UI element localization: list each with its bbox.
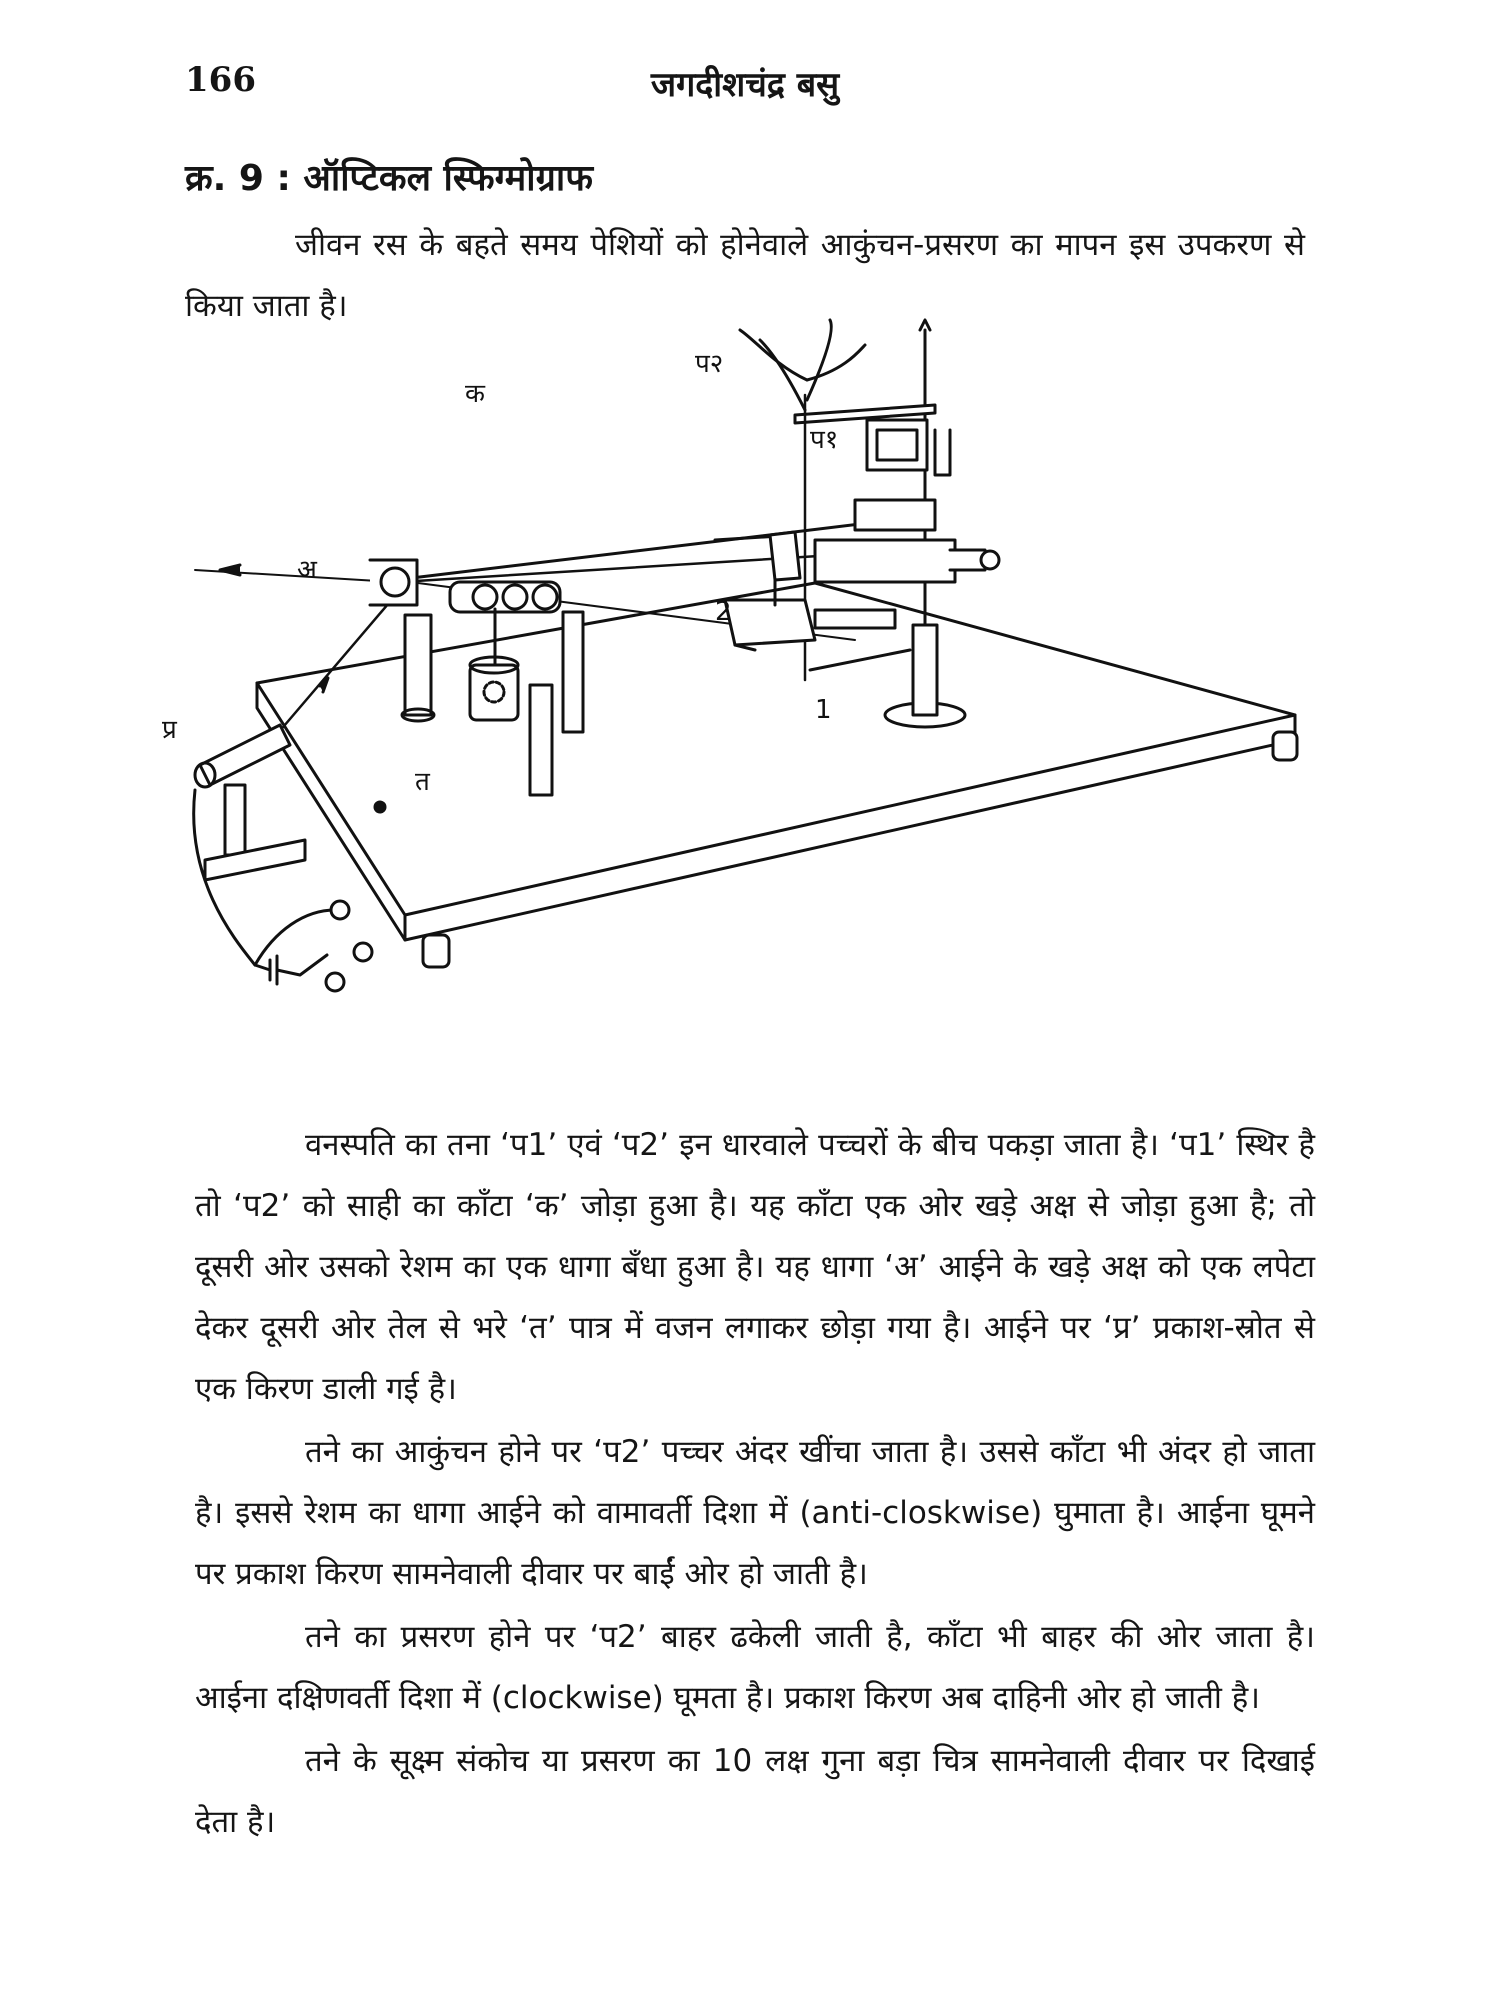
paragraph-1: वनस्पति का तना ‘प1’ एवं ‘प2’ इन धारवाले पच्चरों के बीच पकड़ा जाता है। ‘प1’ स्थिर है तो ‘प2’ को साही का काँटा ‘क’ जोड़ा हुआ है। यह काँटा एक ओर खड़े अक्ष से जोड़ा हुआ है; तो दूसरी ओर उसको रेशम का एक धागा बँधा हुआ है। यह धागा ‘अ’ आईने के खड़े अक्ष को एक लपेटा देकर दूसरी ओर तेल से भरे ‘त’ पात्र में वजन लगाकर छोड़ा गया है। आईने पर ‘प्र’ प्रकाश-स्रोत से एक किरण डाली गई है। [195,1127,1315,1407]
apparatus-figure [162,320,1315,1010]
label-ka: क [465,379,485,409]
label-ta: त [415,767,430,797]
apparatus-diagram [162,320,1315,1010]
label-a: अ [297,555,317,585]
section-title: क्र. 9 : ऑप्टिकल स्फिग्मोग्राफ [185,158,593,199]
intro-paragraph: जीवन रस के बहते समय पेशियों को होनेवाले आकुंचन-प्रसरण का मापन इस उपकरण से किया जाता है। [185,227,1305,324]
page-header [185,60,1305,120]
label-2: 2 [715,597,732,627]
page-number: 166 [185,60,256,100]
body-text [195,1115,1315,1855]
label-pra: प्र [162,715,177,745]
paragraph-4: तने के सूक्ष्म संकोच या प्रसरण का 10 लक्ष गुना बड़ा चित्र सामनेवाली दीवार पर दिखाई देता है। [195,1743,1315,1840]
paragraph-3: तने का प्रसरण होने पर ‘प2’ बाहर ढकेली जाती है, काँटा भी बाहर की ओर जाता है। आईना दक्षिणवर्ती दिशा में (clockwise) घूमता है। प्रकाश किरण अब दाहिनी ओर हो जाती है। [195,1619,1315,1716]
label-pa2: प२ [695,349,724,379]
running-title: जगदीशचंद्र बसु [650,65,840,105]
label-1: 1 [815,695,832,725]
label-pa1: प१ [810,425,839,455]
paragraph-2: तने का आकुंचन होने पर ‘प2’ पच्चर अंदर खींचा जाता है। उससे काँटा भी अंदर हो जाता है। इससे रेशम का धागा आईने को वामावर्ती दिशा में (anti-closkwise) घुमाता है। आईना घूमने पर प्रकाश किरण सामनेवाली दीवार पर बाईं ओर हो जाती है। [195,1434,1315,1592]
